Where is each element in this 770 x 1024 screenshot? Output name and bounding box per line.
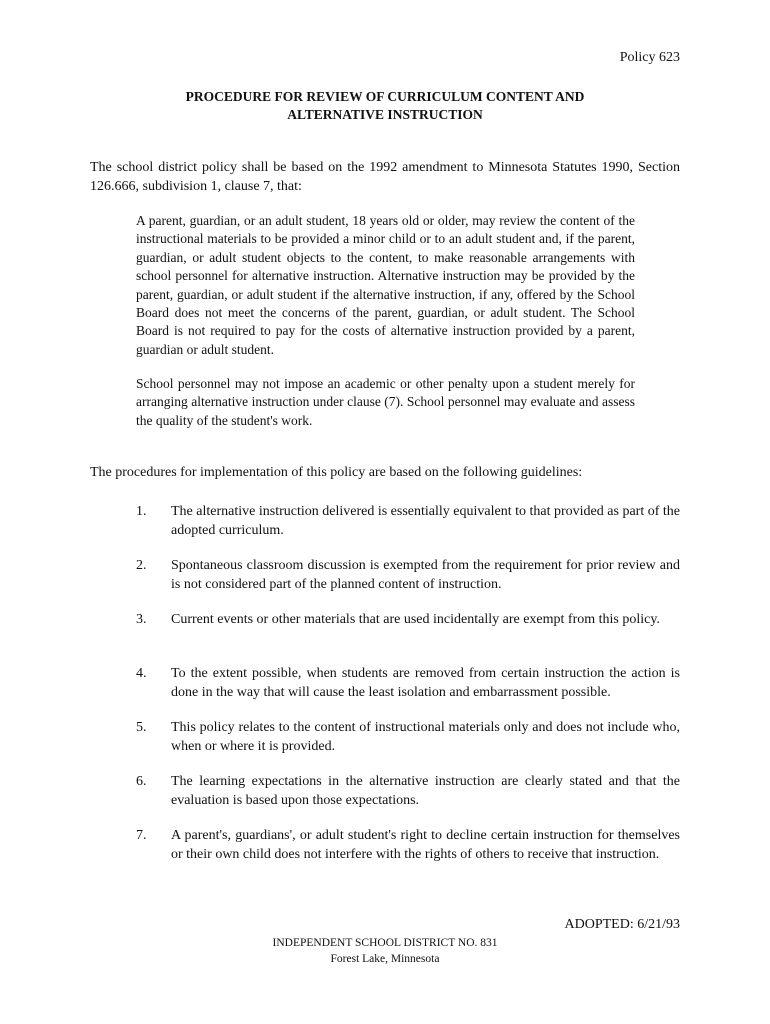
statute-quote-paragraph-2: School personnel may not impose an academic or other penalty upon a student merely for arranging alternative instruction under clause (7). School personnel may evaluate and assess the quality of the student's work.	[136, 376, 635, 428]
policy-number: Policy 623	[619, 50, 680, 65]
document-title	[90, 88, 680, 124]
guideline-text: Spontaneous classroom discussion is exempted from the requirement for prior review and is not considered part of the planned content of instruction.	[171, 558, 680, 592]
guideline-number: 5.	[136, 720, 147, 735]
guideline-text: This policy relates to the content of instructional materials only and does not include who, when or where it is provided.	[171, 720, 680, 754]
adopted-date: ADOPTED: 6/21/93	[564, 917, 680, 932]
guideline-number: 1.	[136, 504, 147, 519]
document-title-line-1: PROCEDURE FOR REVIEW OF CURRICULUM CONTENT AND	[185, 89, 585, 104]
footer	[0, 935, 770, 967]
document-title-line-2: ALTERNATIVE INSTRUCTION	[287, 107, 483, 122]
guideline-number: 4.	[136, 666, 147, 681]
guideline-number: 7.	[136, 828, 147, 843]
footer-location: Forest Lake, Minnesota	[330, 953, 440, 965]
intro-paragraph: The school district policy shall be based on the 1992 amendment to Minnesota Statutes 1990, Section 126.666, subdivision 1, clause 7, that:	[90, 160, 680, 194]
guideline-text: Current events or other materials that are used incidentally are exempt from this policy.	[171, 612, 660, 627]
guideline-number: 6.	[136, 774, 147, 789]
guideline-text: The alternative instruction delivered is essentially equivalent to that provided as part of the adopted curriculum.	[171, 504, 680, 538]
guideline-text: To the extent possible, when students are removed from certain instruction the action is done in the way that will cause the least isolation and embarrassment possible.	[171, 666, 680, 700]
guideline-number: 3.	[136, 612, 147, 627]
guideline-text: A parent's, guardians', or adult student's right to decline certain instruction for themselves or their own child does not interfere with the rights of others to receive that instruction.	[171, 828, 680, 862]
procedures-intro: The procedures for implementation of this policy are based on the following guidelines:	[90, 465, 583, 480]
footer-district: INDEPENDENT SCHOOL DISTRICT NO. 831	[272, 937, 498, 949]
guideline-number: 2.	[136, 558, 147, 573]
guideline-text: The learning expectations in the alternative instruction are clearly stated and that the evaluation is based upon those expectations.	[171, 774, 680, 808]
statute-quote-paragraph-1: A parent, guardian, or an adult student, 18 years old or older, may review the content of the instructional materials to be provided a minor child or to an adult student and, if the parent, guardian, or adult student objects to the content, to make reasonable arrangements with school personnel for alternative instruction. Alternative instruction may be provided by the parent, guardian, or adult student if the alternative instruction, if any, offered by the School Board does not meet the concerns of the parent, guardian, or adult student. The School Board is not required to pay for the costs of alternative instruction provided by a parent, guardian or adult student.	[136, 213, 635, 357]
